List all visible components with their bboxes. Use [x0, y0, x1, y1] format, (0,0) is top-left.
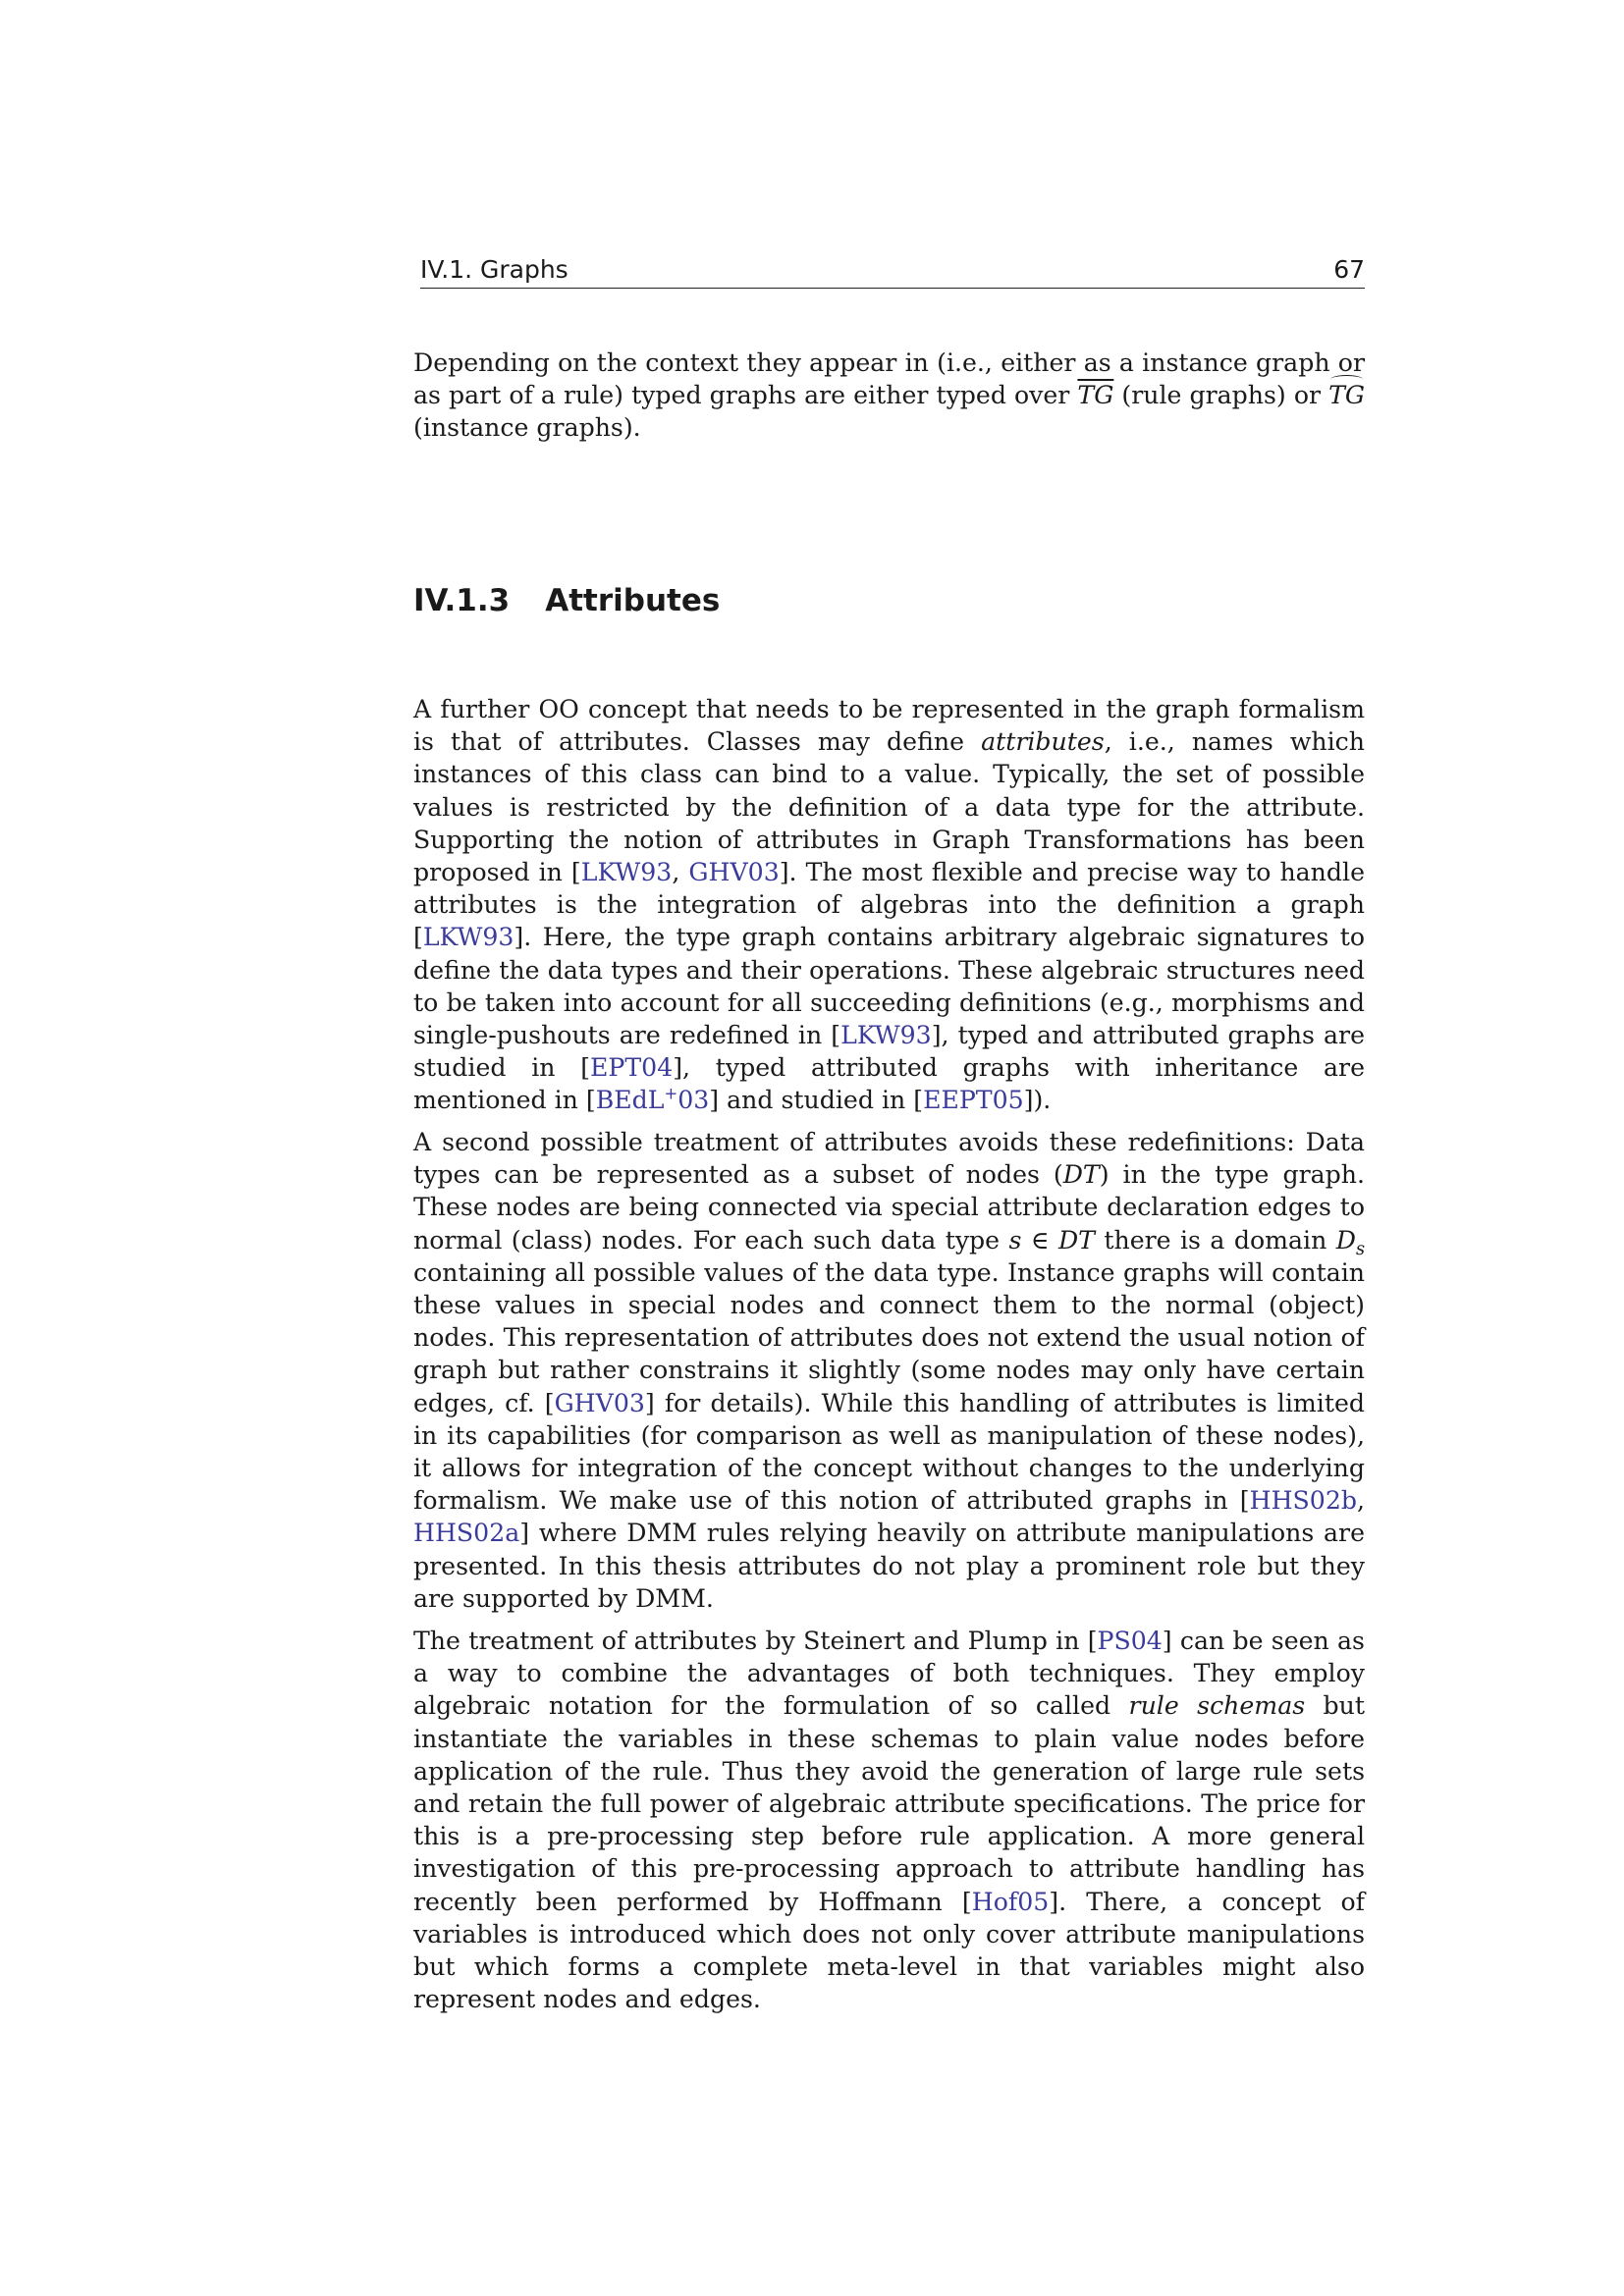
citation-link[interactable]: HHS02b [1249, 1486, 1357, 1516]
citation-link[interactable]: Hof05 [971, 1887, 1050, 1916]
paragraph-1: A further OO concept that needs to be represented in the graph formalism is that of attributes. Classes may define attributes, i.e., names which instances of this class can bind to a value. Typically, the set of possible values is restricted by the definition of a data type for the attribute. Supporting the notion of attributes in Graph Transformations has been proposed in [LKW93, GHV03]. The most flexible and precise way to handle attributes is the integration of algebras into the definition a graph [LKW93]. Here, the type graph contains arbitrary algebraic signatures to define the data types and their operations. These algebraic structures need to be taken into account for all succeeding definitions (e.g., morphisms and single-pushouts are redefined in [LKW93], typed and attributed graphs are studied in [EPT04], typed attributed graphs with inheritance are mentioned in [BEdL+03] and studied in [EEPT05]). [413, 695, 1365, 1115]
citation-link[interactable]: LKW93 [580, 858, 673, 887]
section-number: IV.1.3 [413, 583, 511, 618]
citation-link[interactable]: LKW93 [840, 1021, 932, 1050]
citation-link[interactable]: GHV03 [554, 1388, 645, 1417]
intro-paragraph: Depending on the context they appear in (i.e., either as a instance graph or as part of a rule) typed graphs are either typed over $\overline{TG}$ (rule graphs) or TG (instance graphs). [413, 348, 1365, 443]
math-domain: $D_s$ [1335, 1225, 1365, 1259]
math-s: s [1008, 1225, 1022, 1255]
section-heading [413, 583, 720, 618]
citation-link[interactable]: HHS02a [413, 1519, 520, 1548]
tg-instance-graph-symbol: TG [1328, 379, 1365, 411]
citation-link[interactable]: PS04 [1097, 1627, 1163, 1655]
header-section-title: IV.1. Graphs [420, 255, 568, 284]
citation-link[interactable]: LKW93 [422, 923, 514, 952]
running-header [420, 255, 1365, 289]
paragraph-2: A second possible treatment of attributes avoids these redefinitions: Data types can be represented as a subset of nodes (DT) in the type graph. These nodes are being connected via special attribute declaration edges to normal (class) nodes. For each such data type s ∈ DT there is a domain $D_s$ containing all possible values of the data type. Instance graphs will contain these values in special nodes and connect them to the normal (object) nodes. This representation of attributes does not extend the usual notion of graph but rather constrains it slightly (some nodes may only have certain edges, cf. [GHV03] for details). While this handling of attributes is limited in its capabilities (for comparison as well as manipulation of these nodes), it allows for integration of the concept without changes to the underlying formalism. We make use of this notion of attributed graphs in [HHS02b, HHS02a] where DMM rules relying heavily on attribute manipulations are presented. In this thesis attributes do not play a prominent role but they are supported by DMM. [413, 1128, 1365, 1613]
math-dt: DT [1057, 1225, 1095, 1255]
citation-link-bedl03[interactable]: BEdL+03 [595, 1085, 710, 1115]
citation-link[interactable]: GHV03 [688, 858, 780, 887]
math-dt: DT [1062, 1160, 1100, 1190]
page-number: 67 [1333, 255, 1365, 284]
citation-link[interactable]: EEPT05 [923, 1086, 1024, 1115]
tg-rule-graph-symbol: $\overline{TG}$ [1077, 381, 1114, 410]
section-title: Attributes [545, 583, 721, 618]
paragraph-3: The treatment of attributes by Steinert and Plump in [PS04] can be seen as a way to combine the advantages of both techniques. They employ algebraic notation for the formulation of so called rule schemas but instantiate the variables in these schemas to plain value nodes before application of the rule. Thus they avoid the generation of large rule sets and retain the full power of algebraic attribute specifications. The price for this is a pre-processing step before rule application. A more general investigation of this pre-processing approach to attribute handling has recently been performed by Hoffmann [Hof05]. There, a concept of variables is introduced which does not only cover attribute manipulations but which forms a complete meta-level in that variables might also represent nodes and edges. [413, 1627, 1365, 2014]
citation-link[interactable]: EPT04 [590, 1053, 674, 1083]
emphasis-attributes: attributes [981, 727, 1105, 757]
emphasis-rule-schemas: rule schemas [1128, 1691, 1306, 1721]
